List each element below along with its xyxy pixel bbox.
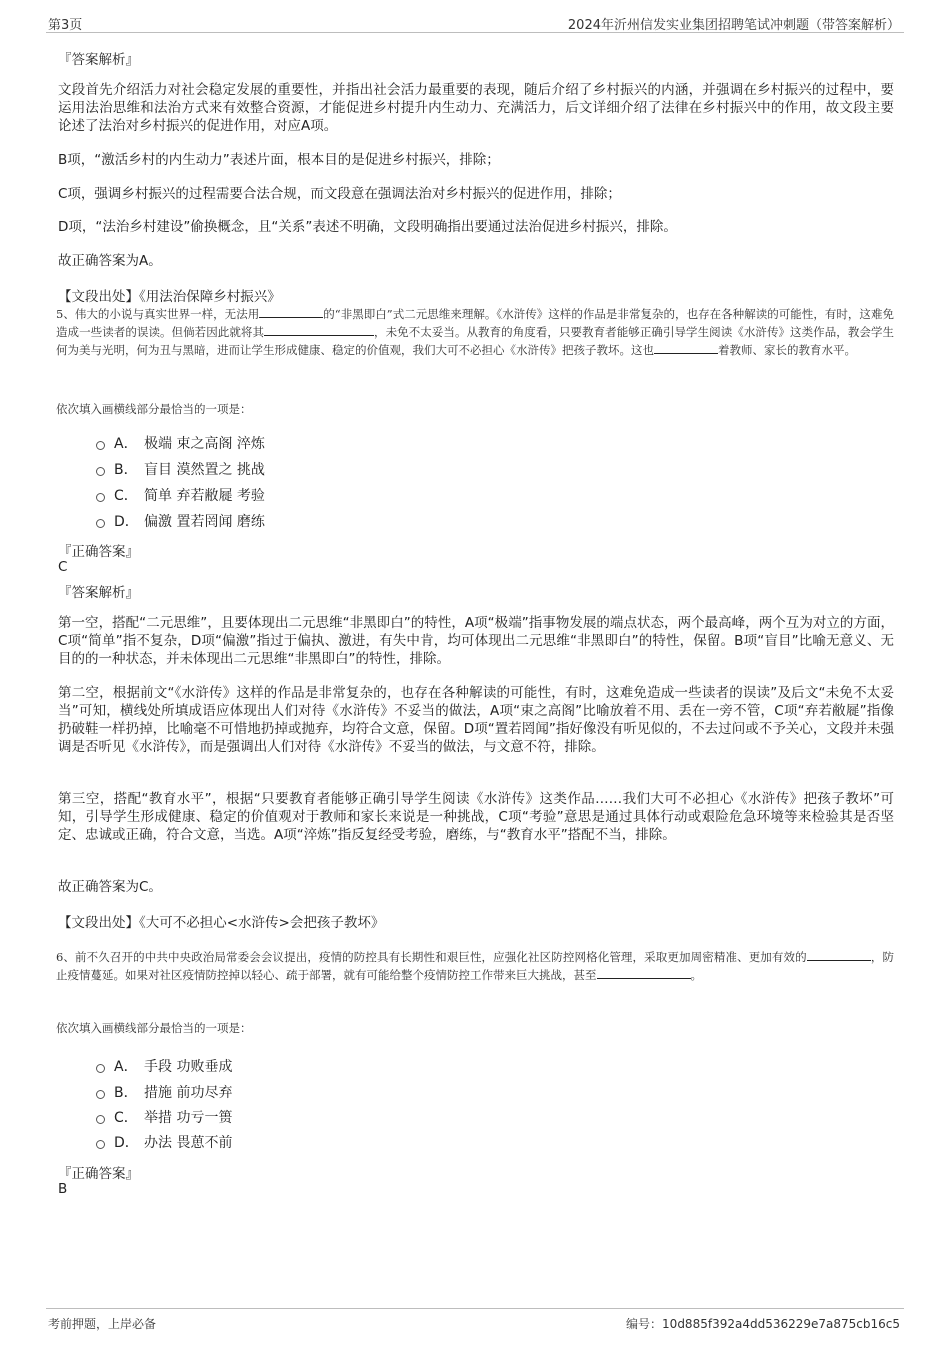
option-d[interactable]: D． 偏激 置若罔闻 磨练 [96, 511, 265, 531]
fill-blank [654, 341, 718, 354]
page-number: 第3页 [48, 18, 83, 33]
correct-answer-label: 『正确答案』 [58, 544, 139, 560]
analysis-paragraph: 故正确答案为C。 [58, 879, 162, 895]
radio-icon[interactable] [96, 467, 105, 476]
analysis-paragraph: D项，“法治乡村建设”偷换概念，且“关系”表述不明确，文段明确指出要通过法治促进乡村振兴，排除。 [58, 219, 677, 235]
analysis-paragraph: B项，“激活乡村的内生动力”表述片面，根本目的是促进乡村振兴，排除； [58, 152, 500, 168]
radio-icon[interactable] [96, 1064, 105, 1073]
question-5-stem: 5、伟大的小说与真实世界一样，无法用 的“非黑即白”式二元思维来理解。《水浒传》这样的作品是非常复杂的，也存在各种解读的可能性，有时，这难免造成一些读者的误读。但倘若因此就将其 ，未免不太妥当。从教育的角度看，只要教育者能够正确引导学生阅读《水浒传》这类作品，教会学生何为美与光明，何为丑与黑暗，进而让学生形成健康、稳定的价值观，我们大可不必担心《水浒传》把孩子教坏。这也 着教师、家长的教育水平。 [56, 307, 894, 357]
correct-answer: B [58, 1181, 68, 1197]
source-citation: 【文段出处】《大可不必担心<水浒传>会把孩子教坏》 [58, 915, 385, 931]
radio-icon[interactable] [96, 441, 105, 450]
page-footer [46, 1308, 904, 1331]
option-b[interactable]: B． 盲目 漠然置之 挑战 [96, 459, 265, 479]
radio-icon[interactable] [96, 1140, 105, 1149]
analysis-paragraph: 故正确答案为A。 [58, 253, 162, 269]
option-d[interactable]: D． 办法 畏葸不前 [96, 1132, 232, 1152]
option-a[interactable]: A． 极端 束之高阁 淬炼 [96, 433, 265, 453]
fill-blank [807, 948, 871, 961]
correct-answer: C [58, 559, 68, 575]
radio-icon[interactable] [96, 493, 105, 502]
analysis-label: 『答案解析』 [58, 52, 139, 68]
question-6-stem: 6、前不久召开的中共中央政治局常委会会议提出，疫情的防控具有长期性和艰巨性，应强化社区防控网格化管理，采取更加周密精准、更加有效的 ，防止疫情蔓延。如果对社区疫情防控掉以轻心、疏于部署，就有可能给整个疫情防控工作带来巨大挑战，甚至 。 [56, 950, 895, 982]
footer-slogan: 考前押题，上岸必备 [48, 1317, 157, 1331]
source-citation: 【文段出处】《用法治保障乡村振兴》 [58, 289, 281, 305]
analysis-paragraph: 第一空，搭配“二元思维”，且要体现出二元思维“非黑即白”的特性，A项“极端”指事物发展的端点状态，两个最高峰，两个互为对立的方面，C项“简单”指不复杂，D项“偏激”指过于偏执、激进，有失中肯，均可体现出二元思维“非黑即白”的特性，保留。B项“盲目”比喻无意义、无目的的一种状态，并未体现出二元思维“非黑即白”的特性，排除。 [58, 615, 894, 667]
option-b[interactable]: B． 措施 前功尽弃 [96, 1082, 232, 1102]
option-c[interactable]: C． 简单 弃若敝屣 考验 [96, 485, 265, 505]
fill-blank [264, 323, 374, 336]
radio-icon[interactable] [96, 1115, 105, 1124]
radio-icon[interactable] [96, 1090, 105, 1099]
analysis-paragraph: 第三空，搭配“教育水平”，根据“只要教育者能够正确引导学生阅读《水浒传》这类作品……我们大可不必担心《水浒传》把孩子教坏”可知，引导学生形成健康、稳定的价值观对于教师和家长来说是一种挑战，C项“考验”意思是通过具体行动或艰险危急环境等来检验其是否坚定、忠诚或正确，符合文意，当选。A项“淬炼”指反复经受考验，磨练，与“教育水平”搭配不当，排除。 [58, 791, 894, 843]
analysis-paragraph: C项，强调乡村振兴的过程需要合法合规，而文段意在强调法治对乡村振兴的促进作用，排除； [58, 186, 621, 202]
option-a[interactable]: A． 手段 功败垂成 [96, 1056, 232, 1076]
fill-blank [259, 305, 323, 318]
analysis-paragraph: 第二空，根据前文“《水浒传》这样的作品是非常复杂的，也存在各种解读的可能性，有时，这难免造成一些读者的误读”及后文“未免不太妥当”可知，横线处所填成语应体现出人们对待《水浒传》不妥当的做法，A项“束之高阁”比喻放着不用、丢在一旁不管，C项“弃若敝屣”指像扔破鞋一样扔掉，比喻毫不可惜地扔掉或抛弃，均符合文意，保留。D项“置若罔闻”指好像没有听见似的，不去过问或不予关心，文段并未强调是否听见《水浒传》，而是强调出人们对待《水浒传》不妥当的做法，与文意不符，排除。 [58, 685, 894, 755]
document-title: 2024年沂州信发实业集团招聘笔试冲刺题（带答案解析） [567, 18, 900, 33]
analysis-label: 『答案解析』 [58, 585, 139, 601]
fill-blank [597, 966, 691, 979]
page-header [46, 12, 904, 33]
document-code: 编号：10d885f392a4dd536229e7a875cb16c5 [626, 1317, 900, 1331]
correct-answer-label: 『正确答案』 [58, 1166, 139, 1182]
analysis-paragraph: 文段首先介绍活力对社会稳定发展的重要性，并指出社会活力最重要的表现，随后介绍了乡村振兴的内涵，并强调在乡村振兴的过程中，要运用法治思维和法治方式来有效整合资源，才能促进乡村提升内生动力、充满活力，后文详细介绍了法律在乡村振兴中的作用，故文段主要论述了法治对乡村振兴的促进作用，对应A项。 [58, 82, 894, 134]
radio-icon[interactable] [96, 519, 105, 528]
question-instruction: 依次填入画横线部分最恰当的一项是： [56, 1021, 252, 1035]
option-c[interactable]: C． 举措 功亏一篑 [96, 1107, 232, 1127]
question-instruction: 依次填入画横线部分最恰当的一项是： [56, 402, 252, 416]
